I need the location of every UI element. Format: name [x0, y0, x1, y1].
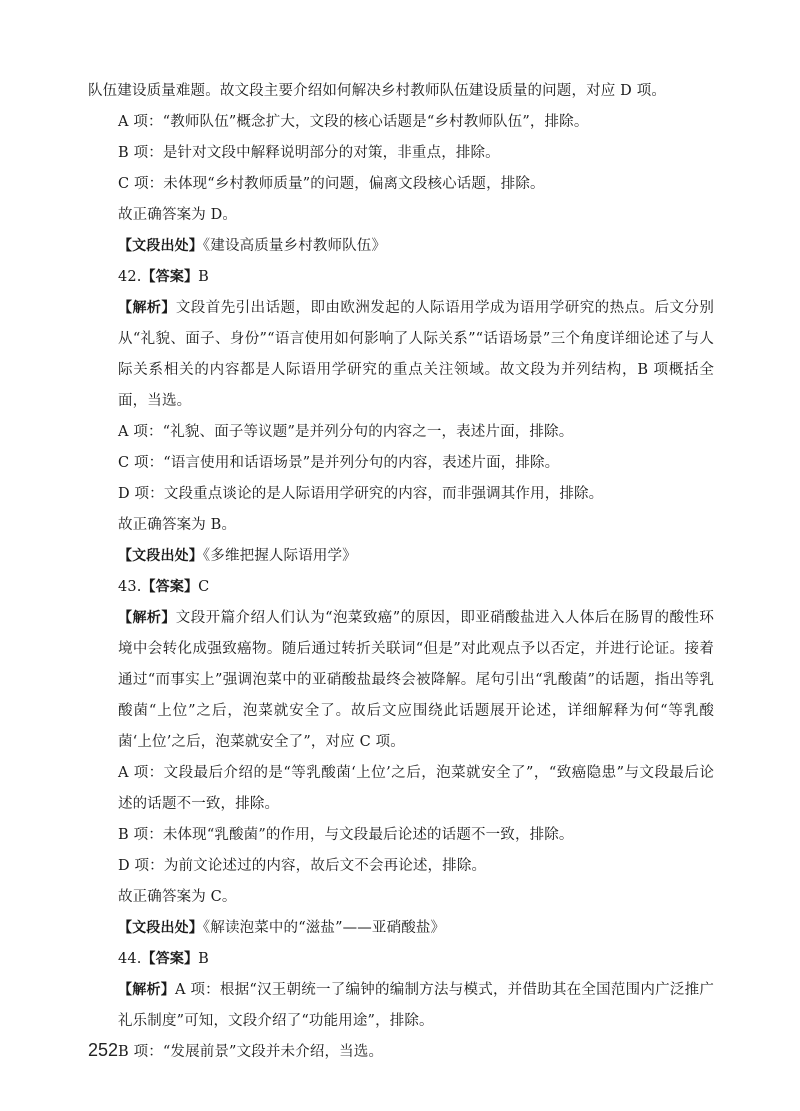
source-title: 《多维把握人际语用学》	[202, 548, 357, 564]
page-number: 252	[88, 1040, 119, 1060]
option-b-explanation: B 项：未体现“乳酸菌”的作用，与文段最后论述的话题不一致，排除。	[118, 827, 574, 843]
source-tag: 【文段出处】	[118, 920, 203, 936]
option-b-explanation: B 项：是针对文段中解释说明部分的对策，非重点，排除。	[118, 145, 500, 161]
analysis-text: 文段首先引出话题，即由欧洲发起的人际语用学成为语用学研究的热点。后文分别从“礼貌、面子、身份”“语言使用如何影响了人际关系”“话语场景”三个角度详细论述了与人际关系相关的内容都是人际语用学研究的重点关注领域。故文段为并列结构，B 项概括全面，当选。	[118, 300, 714, 409]
answer-letter: C	[198, 579, 210, 595]
final-answer: 故正确答案为 B。	[118, 517, 237, 533]
answer-letter: B	[198, 269, 209, 285]
question-number: 42.	[118, 269, 142, 285]
source-line	[88, 231, 714, 262]
analysis-tag: 【解析】	[118, 982, 175, 998]
question-number: 44.	[118, 951, 142, 967]
analysis-text: A 项：根据“汉王朝统一了编钟的编制方法与模式，并借助其在全国范围内广泛推广礼乐制度”可知，文段介绍了“功能用途”，排除。	[118, 982, 714, 1029]
source-tag: 【文段出处】	[118, 238, 203, 254]
analysis-paragraph	[88, 975, 714, 1037]
question-number: 43.	[118, 579, 142, 595]
question-44-answer	[88, 944, 714, 975]
analysis-paragraph	[88, 603, 714, 758]
text-line: 队伍建设质量难题。故文段主要介绍如何解决乡村教师队伍建设质量的问题，对应 D 项。	[88, 83, 666, 99]
source-title: 《解读泡菜中的“滋盐”——亚硝酸盐》	[202, 920, 446, 936]
option-a-explanation: A 项：文段最后介绍的是“等乳酸菌‘上位’之后，泡菜就安全了”，“致癌隐患”与文段最后论述的话题不一致，排除。	[118, 765, 714, 812]
option-d-explanation: D 项：文段重点谈论的是人际语用学研究的内容，而非强调其作用，排除。	[118, 486, 604, 502]
final-answer: 故正确答案为 D。	[118, 207, 238, 223]
analysis-tag: 【解析】	[118, 300, 176, 316]
source-tag: 【文段出处】	[118, 548, 203, 564]
source-line	[88, 541, 714, 572]
option-a-explanation: A 项：“礼貌、面子等议题”是并列分句的内容之一，表述片面，排除。	[118, 424, 574, 440]
answer-letter: B	[198, 951, 209, 967]
answer-tag: 【答案】	[141, 951, 199, 967]
source-line	[88, 913, 714, 944]
analysis-tag: 【解析】	[118, 610, 176, 626]
option-a-explanation: A 项：“教师队伍”概念扩大，文段的核心话题是“乡村教师队伍”，排除。	[118, 114, 589, 130]
question-42-answer	[88, 262, 714, 293]
option-c-explanation: C 项：“语言使用和话语场景”是并列分句的内容，表述片面，排除。	[118, 455, 560, 471]
answer-tag: 【答案】	[141, 269, 199, 285]
analysis-text: 文段开篇介绍人们认为“泡菜致癌”的原因，即亚硝酸盐进入人体后在肠胃的酸性环境中会转化成强致癌物。随后通过转折关联词“但是”对此观点予以否定，并进行论证。接着通过“而事实上”强调泡菜中的亚硝酸盐最终会被降解。尾句引出“乳酸菌”的话题，指出等乳酸菌“上位”之后，泡菜就安全了。故后文应围绕此话题展开论述，详细解释为何“等乳酸菌‘上位’之后，泡菜就安全了”，对应 C 项。	[118, 610, 715, 750]
option-d-explanation: D 项：为前文论述过的内容，故后文不会再论述，排除。	[118, 858, 487, 874]
final-answer: 故正确答案为 C。	[118, 889, 237, 905]
question-43-answer	[88, 572, 714, 603]
answer-tag: 【答案】	[141, 579, 199, 595]
source-title: 《建设高质量乡村教师队伍》	[202, 238, 387, 254]
document-body	[88, 76, 714, 1068]
option-c-explanation: C 项：未体现“乡村教师质量”的问题，偏离文段核心话题，排除。	[118, 176, 545, 192]
option-b-explanation: B 项：“发展前景”文段并未介绍，当选。	[118, 1044, 384, 1060]
analysis-paragraph	[88, 293, 714, 417]
